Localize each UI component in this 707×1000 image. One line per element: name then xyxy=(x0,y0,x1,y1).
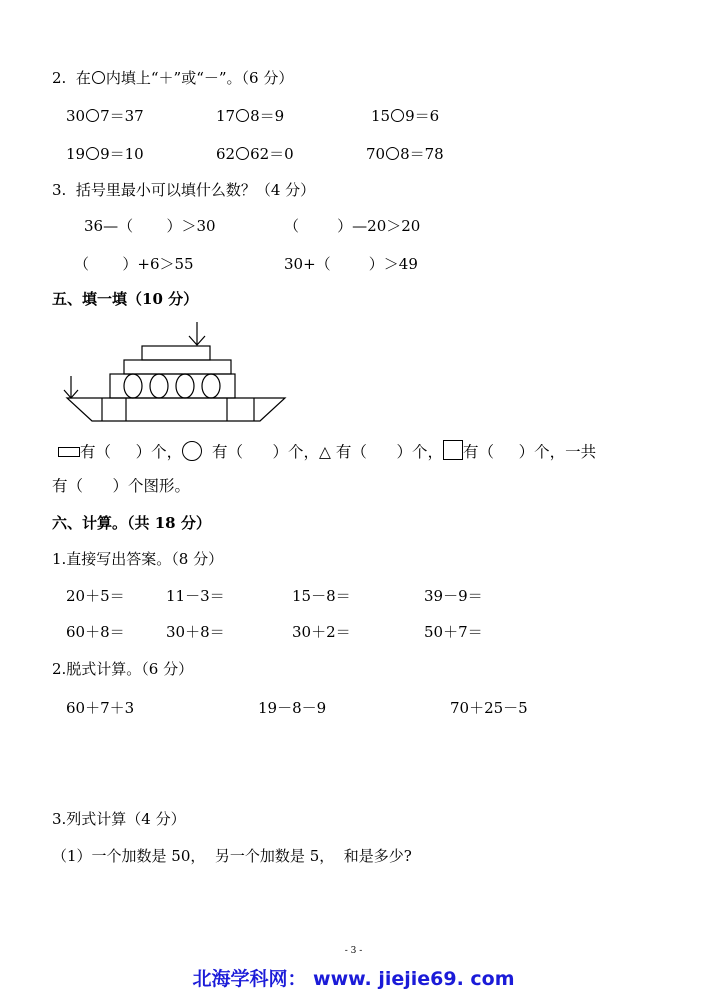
calc-item: 30＋2＝ xyxy=(292,623,351,641)
q2-item-1: 30 7＝37 xyxy=(66,107,144,125)
calc-item: 30＋8＝ xyxy=(166,623,225,641)
window-3 xyxy=(176,374,194,398)
window-1 xyxy=(124,374,142,398)
q3-title: 3. 括号里最小可以填什么数？（4 分） xyxy=(52,181,316,199)
sub-1-title: 1.直接写出答案。（8 分） xyxy=(52,550,224,568)
calc-item: 15－8＝ xyxy=(292,587,351,605)
window-2 xyxy=(150,374,168,398)
cabin-lower xyxy=(110,374,235,398)
calc-item: 20＋5＝ xyxy=(66,587,125,605)
hull xyxy=(67,398,285,421)
circle-icon xyxy=(182,441,202,461)
section-5-title: 五、填一填（10 分） xyxy=(52,290,199,308)
square-icon xyxy=(443,440,463,460)
step-calc-item: 70＋25－5 xyxy=(450,699,528,717)
cabin-top xyxy=(142,346,210,360)
calc-item: 50＋7＝ xyxy=(424,623,483,641)
circle-blank-icon[interactable] xyxy=(391,109,404,122)
q3-item-1: 36—（ ）＞30 xyxy=(84,217,216,235)
rectangle-icon xyxy=(58,447,80,457)
step-calc-item: 19－8－9 xyxy=(258,699,327,717)
fill-count-line-1: 有（ ）个， 有（ ）个，△ 有（ ）个， 有（ ）个，一共 xyxy=(58,440,596,462)
calc-item: 39－9＝ xyxy=(424,587,483,605)
section-6-title: 六、计算。（共 18 分） xyxy=(52,514,211,532)
sub-3-title: 3.列式计算（4 分） xyxy=(52,810,186,828)
footer-watermark: 北海学科网： www. jiejie69. com xyxy=(192,968,515,990)
window-4 xyxy=(202,374,220,398)
page-number: - 3 - xyxy=(344,946,363,956)
sub-2-title: 2.脱式计算。（6 分） xyxy=(52,660,194,678)
q3-item-4: 30+（ ）＞49 xyxy=(284,255,418,273)
q3-item-3: （ ）+6＞55 xyxy=(74,255,194,273)
circle-blank-icon[interactable] xyxy=(86,147,99,160)
circle-blank-icon[interactable] xyxy=(86,109,99,122)
fill-count-line-2: 有（ ）个图形。 xyxy=(52,477,191,495)
step-calc-item: 60＋7＋3 xyxy=(66,699,135,717)
q2-item-6: 70 8＝78 xyxy=(366,145,444,163)
circle-blank-icon[interactable] xyxy=(386,147,399,160)
boat-figure xyxy=(60,320,290,425)
circle-blank-icon[interactable] xyxy=(236,109,249,122)
q2-item-4: 19 9＝10 xyxy=(66,145,144,163)
calc-item: 60＋8＝ xyxy=(66,623,125,641)
circle-blank-icon[interactable] xyxy=(236,147,249,160)
q2-item-3: 15 9＝6 xyxy=(371,107,440,125)
cabin-middle xyxy=(124,360,231,374)
q2-item-2: 17 8＝9 xyxy=(216,107,285,125)
q2-item-5: 62 62＝0 xyxy=(216,145,294,163)
circle-icon xyxy=(92,71,105,84)
calc-item: 11－3＝ xyxy=(166,587,225,605)
word-problem-1: （1）一个加数是 50， 另一个加数是 5， 和是多少? xyxy=(52,847,412,865)
q2-title: 2. 在 内填上“＋”或“－”。（6 分） xyxy=(52,69,294,87)
q3-item-2: （ ）—20＞20 xyxy=(284,217,421,235)
